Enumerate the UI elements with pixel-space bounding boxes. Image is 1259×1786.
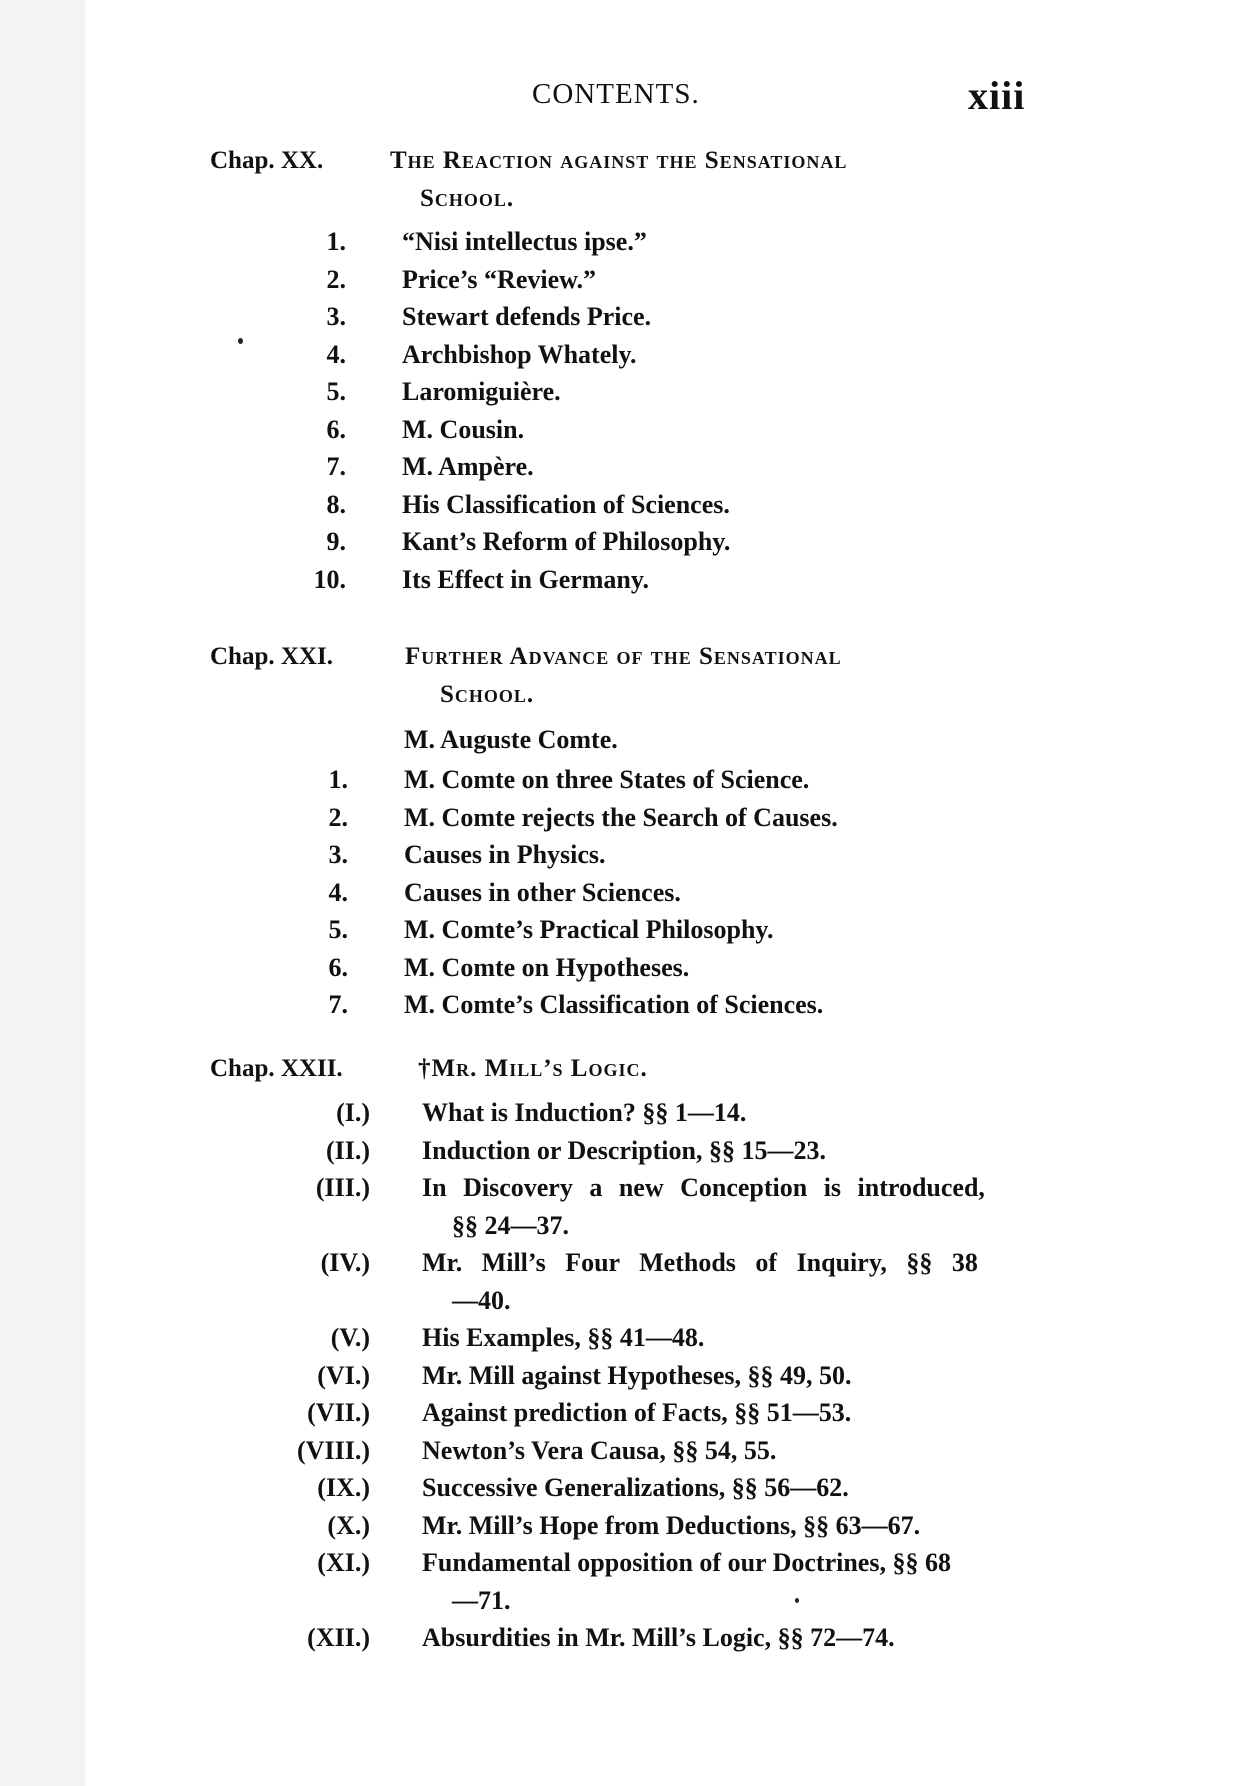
item-number: 1. <box>326 227 346 256</box>
item-text: M. Comte on Hypotheses. <box>404 952 690 982</box>
toc-item <box>210 490 1070 528</box>
toc-item <box>210 1398 1070 1436</box>
chapter-label: Chap. XXI. <box>210 643 333 670</box>
chapter-title: †Mr. Mill’s Logic. <box>418 1055 648 1082</box>
item-text: Against prediction of Facts, §§ 51—53. <box>422 1398 852 1427</box>
toc-item <box>210 452 1070 490</box>
toc-item <box>210 990 1070 1028</box>
toc-item <box>210 953 1070 991</box>
chapter-title-continued-text: School. <box>420 185 515 212</box>
item-number: 3. <box>326 302 346 331</box>
item-text: Archbishop Whately. <box>402 339 637 369</box>
toc-item-continued <box>210 1586 1070 1624</box>
toc-item <box>210 527 1070 565</box>
item-text: Mr. Mill against Hypotheses, §§ 49, 50. <box>422 1360 852 1390</box>
item-number: (IV.) <box>320 1248 370 1277</box>
toc-item <box>210 765 1070 803</box>
toc-item <box>210 415 1070 453</box>
item-number: (XI.) <box>317 1548 370 1577</box>
item-number: 7. <box>328 990 348 1019</box>
toc-item <box>210 340 1070 378</box>
item-number: 7. <box>326 452 346 481</box>
toc-item <box>210 1136 1070 1174</box>
item-text: M. Comte’s Classification of Sciences. <box>404 990 824 1019</box>
item-text-continued: —71. <box>452 1585 511 1615</box>
item-number: 5. <box>326 377 346 406</box>
item-number: 1. <box>328 765 348 794</box>
item-number: 2. <box>326 264 346 294</box>
toc-item <box>210 840 1070 878</box>
item-text: Mr. Mill’s Four Methods of Inquiry, §§ 38 <box>422 1248 978 1277</box>
item-text: M. Comte rejects the Search of Causes. <box>404 802 838 832</box>
item-number: 6. <box>326 414 346 444</box>
item-text: “Nisi intellectus ipse.” <box>402 227 647 256</box>
toc-item <box>210 1098 1070 1136</box>
item-text: In Discovery a new Conception is introduced, <box>422 1173 985 1202</box>
item-text: What is Induction? §§ 1—14. <box>422 1098 747 1127</box>
item-number: (VII.) <box>307 1398 370 1427</box>
item-number: (V.) <box>330 1323 370 1352</box>
item-number: 2. <box>328 802 348 832</box>
toc-item <box>210 1361 1070 1399</box>
chapter-label: Chap. XXII. <box>210 1055 343 1082</box>
toc-item <box>210 377 1070 415</box>
toc-item <box>210 878 1070 916</box>
chapter-title-continued <box>210 185 1070 227</box>
item-number: (IX.) <box>317 1473 370 1502</box>
item-text: Stewart defends Price. <box>402 302 652 331</box>
item-number: (II.) <box>325 1135 370 1165</box>
item-number: 6. <box>328 952 348 982</box>
item-text-continued: §§ 24—37. <box>452 1210 569 1240</box>
item-text: Its Effect in Germany. <box>402 564 649 594</box>
item-number: 9. <box>326 527 346 556</box>
chapter-xxi <box>210 643 1070 1028</box>
running-head-title: CONTENTS. <box>532 78 700 110</box>
chapter-title-continued-text: School. <box>440 681 535 708</box>
item-number: (VI.) <box>317 1360 370 1390</box>
item-number: (XII.) <box>307 1623 370 1652</box>
item-text: Successive Generalizations, §§ 56—62. <box>422 1473 849 1502</box>
toc-item <box>210 302 1070 340</box>
item-text: Kant’s Reform of Philosophy. <box>402 527 731 556</box>
toc-item <box>210 915 1070 953</box>
page-number: xiii <box>968 73 1026 118</box>
item-number: 5. <box>328 915 348 944</box>
item-text: Absurdities in Mr. Mill’s Logic, §§ 72—74. <box>422 1623 895 1652</box>
chapter-heading <box>210 643 1070 681</box>
item-text: Newton’s Vera Causa, §§ 54, 55. <box>422 1435 777 1465</box>
toc-item <box>210 1623 1070 1661</box>
item-text: M. Ampère. <box>402 452 534 481</box>
chapter-label: Chap. XX. <box>210 147 324 174</box>
item-text: His Classification of Sciences. <box>402 489 730 519</box>
item-text: Price’s “Review.” <box>402 264 596 294</box>
toc-item <box>210 1173 1070 1211</box>
item-text: Causes in Physics. <box>404 840 606 869</box>
toc-item <box>210 565 1070 603</box>
toc-item-continued <box>210 1286 1070 1324</box>
item-number: (III.) <box>315 1173 370 1202</box>
item-number: (I.) <box>336 1098 370 1127</box>
item-number: 3. <box>328 840 348 869</box>
item-text: M. Comte’s Practical Philosophy. <box>404 915 774 944</box>
item-text-continued: —40. <box>452 1285 511 1315</box>
chapter-title: The Reaction against the Sensational <box>390 147 848 174</box>
running-head <box>0 72 1259 122</box>
intro-text: M. Auguste Comte. <box>404 725 618 754</box>
toc-item <box>210 1248 1070 1286</box>
toc-item <box>210 1473 1070 1511</box>
toc-item <box>210 1323 1070 1361</box>
item-text: His Examples, §§ 41—48. <box>422 1323 705 1352</box>
toc-item <box>210 227 1070 265</box>
item-number: 8. <box>326 489 346 519</box>
chapter-heading <box>210 1055 1070 1098</box>
toc-item <box>210 1548 1070 1586</box>
item-number: (VIII.) <box>297 1435 370 1465</box>
item-text: Fundamental opposition of our Doctrines, §§ 68 <box>422 1548 951 1577</box>
chapter-title: Further Advance of the Sensational <box>405 643 842 670</box>
item-number: 4. <box>328 877 348 907</box>
item-text: Induction or Description, §§ 15—23. <box>422 1135 826 1165</box>
item-number: (X.) <box>327 1510 370 1540</box>
item-text: Mr. Mill’s Hope from Deductions, §§ 63—67. <box>422 1510 921 1540</box>
item-text: M. Comte on three States of Science. <box>404 765 810 794</box>
toc-item <box>210 803 1070 841</box>
toc-item <box>210 265 1070 303</box>
chapter-heading <box>210 147 1070 185</box>
chapter-xx <box>210 147 1070 602</box>
item-number: 10. <box>313 564 346 594</box>
item-text: Laromiguière. <box>402 377 561 406</box>
item-text: Causes in other Sciences. <box>404 877 681 907</box>
toc-item <box>210 1511 1070 1549</box>
item-number: 4. <box>326 339 346 369</box>
toc-item-continued <box>210 1211 1070 1249</box>
toc-item <box>210 1436 1070 1474</box>
chapter-intro <box>210 723 1070 765</box>
item-text: M. Cousin. <box>402 414 525 444</box>
scan-margin <box>0 0 85 1786</box>
chapter-xxii <box>210 1055 1070 1661</box>
chapter-title-continued <box>210 681 1070 723</box>
